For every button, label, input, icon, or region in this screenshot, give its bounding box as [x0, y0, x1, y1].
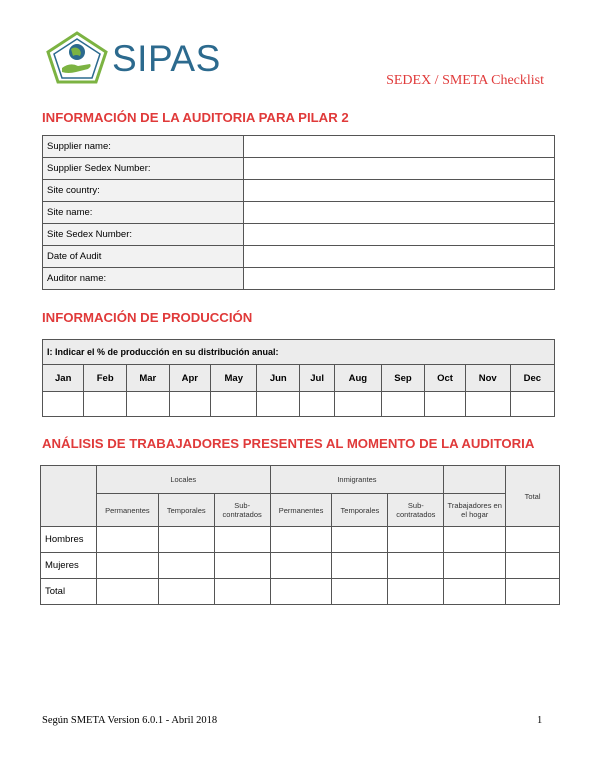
workers-value-cell[interactable] [158, 579, 214, 605]
workers-row-label: Total [41, 579, 97, 605]
month-header: Aug [335, 365, 381, 392]
workers-value-cell[interactable] [444, 527, 506, 553]
supplier-row [43, 246, 555, 268]
workers-value-cell[interactable] [270, 553, 332, 579]
workers-value-cell[interactable] [96, 527, 158, 553]
workers-row [41, 553, 560, 579]
workers-value-cell[interactable] [388, 527, 444, 553]
workers-value-cell[interactable] [444, 579, 506, 605]
month-value-cell[interactable] [211, 392, 257, 417]
supplier-row-label: Supplier name: [43, 136, 244, 158]
footer-version: Según SMETA Version 6.0.1 - Abril 2018 [42, 715, 218, 726]
supplier-row-label: Supplier Sedex Number: [43, 158, 244, 180]
logo-text: SIPAS [112, 38, 221, 79]
document-title: SEDEX / SMETA Checklist [386, 73, 544, 88]
month-value-cell[interactable] [43, 392, 84, 417]
workers-value-cell[interactable] [270, 527, 332, 553]
sub-permanentes-locales: Permanentes [96, 494, 158, 527]
workers-value-cell[interactable] [506, 579, 560, 605]
sub-subcontratados-inmigrantes: Sub-contratados [388, 494, 444, 527]
month-value-cell[interactable] [169, 392, 210, 417]
workers-value-cell[interactable] [214, 579, 270, 605]
month-header: Dec [510, 365, 554, 392]
col-total: Total [506, 466, 560, 527]
workers-value-cell[interactable] [332, 553, 388, 579]
supplier-row [43, 136, 555, 158]
production-table-title: I: Indicar el % de producción en su distribución anual: [43, 340, 555, 365]
supplier-row-label: Site Sedex Number: [43, 224, 244, 246]
month-value-cell[interactable] [465, 392, 510, 417]
supplier-info-table [42, 135, 555, 290]
supplier-row [43, 158, 555, 180]
sipas-logo [42, 30, 242, 86]
workers-row [41, 527, 560, 553]
supplier-row-label: Auditor name: [43, 268, 244, 290]
sub-temporales-inmigrantes: Temporales [332, 494, 388, 527]
supplier-row-value[interactable] [244, 202, 555, 224]
month-value-cell[interactable] [335, 392, 381, 417]
supplier-row-label: Site name: [43, 202, 244, 224]
supplier-row-value[interactable] [244, 224, 555, 246]
production-table [42, 339, 555, 417]
month-value-cell[interactable] [510, 392, 554, 417]
workers-value-cell[interactable] [96, 579, 158, 605]
month-header: May [211, 365, 257, 392]
workers-table [40, 465, 560, 605]
workers-value-cell[interactable] [506, 527, 560, 553]
workers-value-cell[interactable] [96, 553, 158, 579]
workers-row-label: Hombres [41, 527, 97, 553]
month-value-cell[interactable] [257, 392, 300, 417]
sub-subcontratados-locales: Sub-contratados [214, 494, 270, 527]
workers-value-cell[interactable] [158, 553, 214, 579]
month-header: Nov [465, 365, 510, 392]
month-value-cell[interactable] [84, 392, 127, 417]
group-locales: Locales [96, 466, 270, 494]
page-number: 1 [537, 715, 543, 726]
supplier-row [43, 224, 555, 246]
supplier-row-value[interactable] [244, 136, 555, 158]
workers-value-cell[interactable] [506, 553, 560, 579]
section1-title: INFORMACIÓN DE LA AUDITORIA PARA PILAR 2 [42, 110, 349, 125]
section2-title: INFORMACIÓN DE PRODUCCIÓN [42, 310, 253, 325]
month-header: Feb [84, 365, 127, 392]
logo-emblem-icon [42, 30, 112, 86]
month-header: Mar [127, 365, 170, 392]
month-header: Oct [425, 365, 465, 392]
hogar-header-top [444, 466, 506, 494]
month-value-cell[interactable] [300, 392, 335, 417]
supplier-row-value[interactable] [244, 158, 555, 180]
workers-value-cell[interactable] [214, 527, 270, 553]
supplier-row-value[interactable] [244, 246, 555, 268]
supplier-row [43, 268, 555, 290]
supplier-row-label: Site country: [43, 180, 244, 202]
workers-value-cell[interactable] [158, 527, 214, 553]
month-header: Apr [169, 365, 210, 392]
month-header: Jan [43, 365, 84, 392]
month-header: Jul [300, 365, 335, 392]
workers-value-cell[interactable] [388, 579, 444, 605]
month-value-cell[interactable] [127, 392, 170, 417]
sub-permanentes-inmigrantes: Permanentes [270, 494, 332, 527]
supplier-row-value[interactable] [244, 268, 555, 290]
sub-hogar: Trabajadores en el hogar [444, 494, 506, 527]
month-header: Sep [381, 365, 425, 392]
group-inmigrantes: Inmigrantes [270, 466, 444, 494]
month-header: Jun [257, 365, 300, 392]
supplier-row [43, 180, 555, 202]
workers-value-cell[interactable] [332, 527, 388, 553]
workers-value-cell[interactable] [270, 579, 332, 605]
supplier-row-label: Date of Audit [43, 246, 244, 268]
workers-value-cell[interactable] [388, 553, 444, 579]
section3-title: ANÁLISIS DE TRABAJADORES PRESENTES AL MOMENTO DE LA AUDITORIA [42, 436, 535, 451]
workers-value-cell[interactable] [214, 553, 270, 579]
month-value-cell[interactable] [381, 392, 425, 417]
workers-row [41, 579, 560, 605]
workers-row-label: Mujeres [41, 553, 97, 579]
workers-corner-cell [41, 466, 97, 527]
sub-temporales-locales: Temporales [158, 494, 214, 527]
supplier-row [43, 202, 555, 224]
workers-value-cell[interactable] [444, 553, 506, 579]
supplier-row-value[interactable] [244, 180, 555, 202]
month-value-cell[interactable] [425, 392, 465, 417]
workers-value-cell[interactable] [332, 579, 388, 605]
